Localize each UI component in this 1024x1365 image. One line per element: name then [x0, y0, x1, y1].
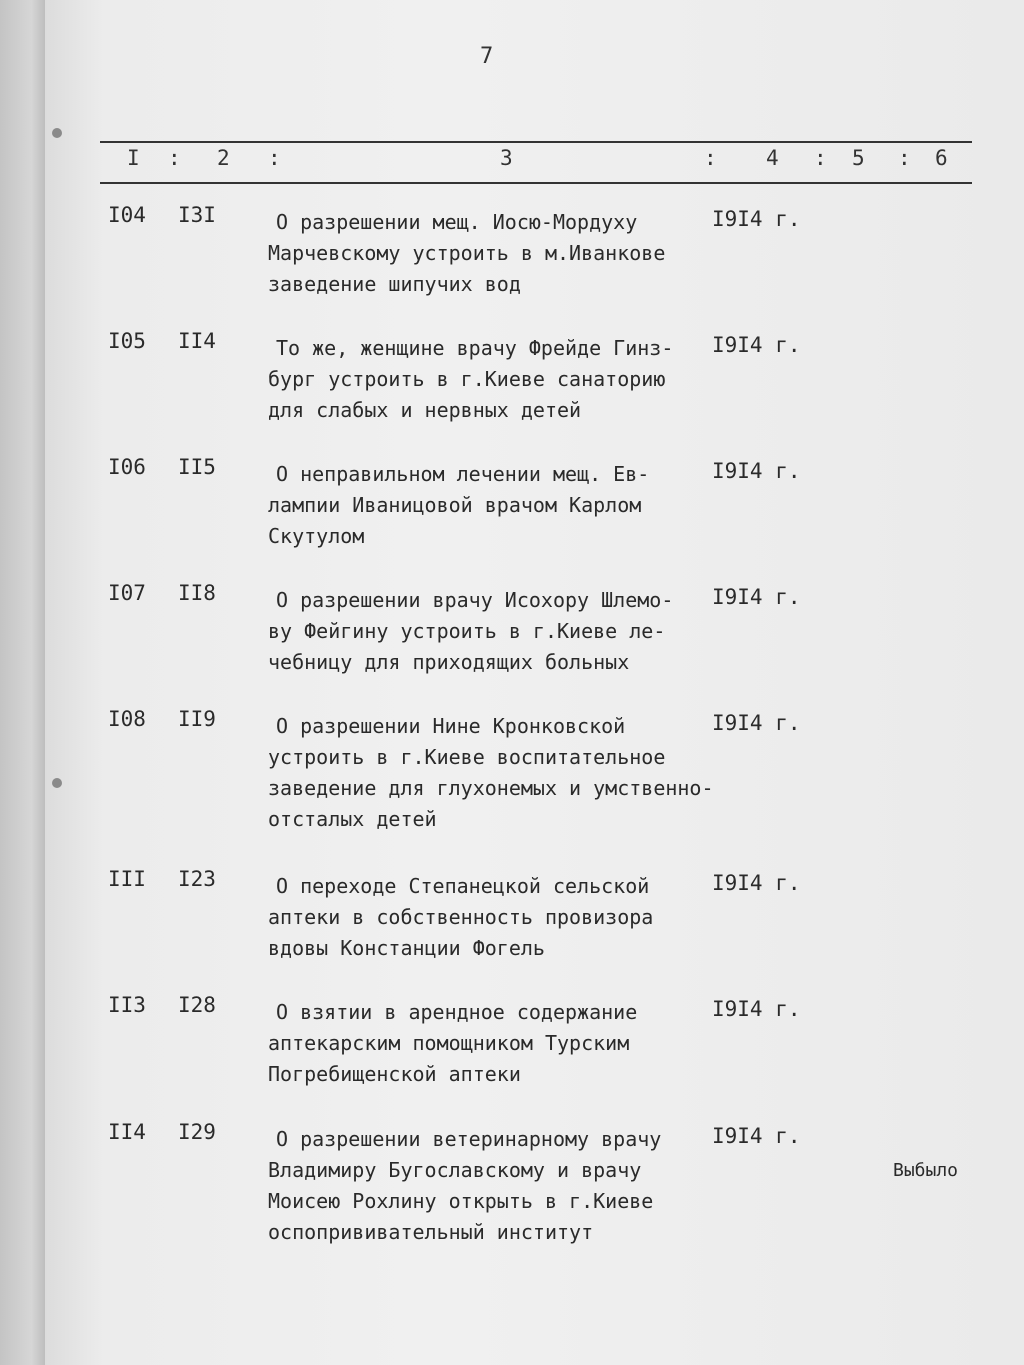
title-line: аптеки в собственность провизора [268, 905, 654, 929]
case-year: I9I4 г. [712, 585, 801, 609]
header-top-rule [100, 141, 972, 143]
title-line: О разрешении Нине Кронковской [276, 714, 626, 738]
header-separator: : [814, 146, 827, 170]
title-line: О переходе Степанецкой сельской [276, 874, 650, 898]
title-line: вдовы Констанции Фогель [268, 936, 545, 960]
header-separator: : [268, 146, 281, 170]
title-line: для слабых и нервных детей [268, 398, 582, 422]
table-row [0, 993, 979, 1086]
title-line: О разрешении врачу Исохору Шлемо- [276, 588, 674, 612]
case-number: II9 [178, 707, 216, 731]
binding-edge [0, 0, 45, 1365]
punch-hole [52, 128, 62, 138]
title-line: Скутулом [268, 524, 365, 548]
header-col-3: 3 [500, 146, 513, 170]
title-line: О разрешении ветеринарному врачу [276, 1127, 662, 1151]
title-line: бург устроить в г.Киеве санаторию [268, 367, 666, 391]
page-number: 7 [480, 44, 494, 69]
table-row [0, 581, 979, 674]
case-number: II5 [178, 455, 216, 479]
case-number: II8 [178, 581, 216, 605]
file-number: I07 [108, 581, 146, 605]
file-number: I08 [108, 707, 146, 731]
title-line: лампии Иваницовой врачом Карлом [268, 493, 642, 517]
file-number: I06 [108, 455, 146, 479]
title-line: отсталых детей [268, 807, 437, 831]
title-line: чебницу для приходящих больных [268, 650, 630, 674]
case-title [268, 459, 738, 552]
file-number: II4 [108, 1120, 146, 1144]
title-line: заведение для глухонемых и умственно- [268, 776, 714, 800]
table-row [0, 867, 979, 960]
table-row [0, 455, 979, 548]
case-title [268, 871, 738, 964]
title-line: ву Фейгину устроить в г.Киеве ле- [268, 619, 666, 643]
case-title [268, 997, 738, 1090]
title-line: То же, женщине врачу Фрейде Гинз- [276, 336, 674, 360]
title-line: О неправильном лечении мещ. Ев- [276, 462, 650, 486]
header-col-5: 5 [852, 146, 865, 170]
table-row [0, 707, 979, 831]
title-line: заведение шипучих вод [268, 272, 521, 296]
case-title [268, 333, 738, 426]
header-separator: : [898, 146, 911, 170]
case-title [268, 585, 738, 678]
table-row [0, 329, 979, 422]
title-line: аптекарским помощником Турским [268, 1031, 630, 1055]
header-separator: : [704, 146, 717, 170]
title-line: Владимиру Бугославскому и врачу [268, 1158, 642, 1182]
header-col-1: I [127, 146, 140, 170]
header-col-4: 4 [766, 146, 779, 170]
punch-hole [52, 778, 62, 788]
title-line: Марчевскому устроить в м.Иванкове [268, 241, 666, 265]
case-number: I3I [178, 203, 216, 227]
table-row [0, 203, 979, 296]
title-line: О взятии в арендное содержание [276, 1000, 638, 1024]
header-col-6: 6 [935, 146, 948, 170]
file-number: III [108, 867, 146, 891]
title-line: устроить в г.Киеве воспитательное [268, 745, 666, 769]
case-year: I9I4 г. [712, 871, 801, 895]
remark-note: Выбыло [893, 1160, 959, 1181]
title-line: Погребищенской аптеки [268, 1062, 521, 1086]
case-year: I9I4 г. [712, 207, 801, 231]
case-year: I9I4 г. [712, 711, 801, 735]
header-bottom-rule [100, 182, 972, 184]
case-year: I9I4 г. [712, 997, 801, 1021]
title-line: оспопрививательный институт [268, 1220, 594, 1244]
case-year: I9I4 г. [712, 459, 801, 483]
case-title [268, 1124, 738, 1248]
case-title [268, 207, 738, 300]
header-separator: : [168, 146, 181, 170]
file-number: I04 [108, 203, 146, 227]
title-line: О разрешении мещ. Иосю-Мордуху [276, 210, 638, 234]
case-number: I29 [178, 1120, 216, 1144]
case-title [268, 711, 738, 835]
file-number: II3 [108, 993, 146, 1017]
case-year: I9I4 г. [712, 333, 801, 357]
header-col-2: 2 [217, 146, 230, 170]
case-year: I9I4 г. [712, 1124, 801, 1148]
case-number: II4 [178, 329, 216, 353]
file-number: I05 [108, 329, 146, 353]
case-number: I28 [178, 993, 216, 1017]
title-line: Моисею Рохлину открыть в г.Киеве [268, 1189, 654, 1213]
case-number: I23 [178, 867, 216, 891]
